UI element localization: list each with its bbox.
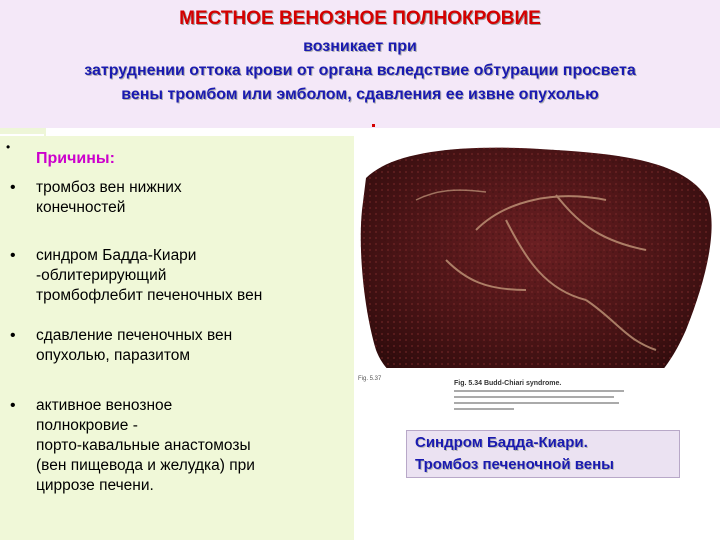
cause-item-text: циррозе печени. — [36, 477, 154, 494]
cause-item-text: активное венозное — [36, 397, 173, 414]
divider-tick — [44, 128, 46, 136]
red-dot-mark — [372, 124, 375, 127]
figure-label: Fig. 5.34 Budd-Chiari syndrome. — [454, 380, 562, 387]
bullet-icon: • — [10, 397, 16, 414]
cause-item-text: полнокровие - — [36, 417, 138, 434]
subtitle-line-2: затруднении оттока крови от органа вследствие обтурации просвета — [84, 62, 636, 79]
cause-item-text: сдавление печеночных вен — [36, 327, 233, 344]
bullet-icon: • — [10, 179, 16, 196]
figure-caption-line-2: Тромбоз печеночной вены — [415, 456, 614, 473]
cause-item-text: порто-кавальные анастомозы — [36, 437, 251, 454]
cause-item-text: (вен пищевода и желудка) при — [36, 457, 255, 474]
liver-specimen-photo — [356, 140, 720, 415]
subtitle-line-3: вены тромбом или эмболом, сдавления ее извне опухолью — [121, 86, 599, 103]
cause-item-text: тромбофлебит печеночных вен — [36, 287, 263, 304]
figure-caption-box — [406, 430, 680, 478]
figure-caption-line-1: Синдром Бадда-Киари. — [415, 434, 588, 451]
figure-number-small: Fig. 5.37 — [358, 376, 382, 382]
bullet-icon: • — [10, 327, 16, 344]
bullet-icon: • — [10, 247, 16, 264]
cause-item-text: тромбоз вен нижних — [36, 179, 182, 196]
header-band — [0, 0, 720, 128]
cause-item-text: конечностей — [36, 199, 126, 216]
empty-bullet: • — [6, 140, 11, 154]
causes-label: Причины: — [36, 150, 115, 167]
divider-strip — [0, 128, 44, 134]
slide-title: МЕСТНОЕ ВЕНОЗНОЕ ПОЛНОКРОВИЕ — [179, 8, 541, 29]
cause-item-text: -облитерирующий — [36, 267, 167, 284]
subtitle-line-1: возникает при — [303, 38, 417, 55]
cause-item-text: синдром Бадда-Киари — [36, 247, 197, 264]
cause-item-text: опухолью, паразитом — [36, 347, 191, 364]
figure-caption-text-lines — [454, 390, 624, 392]
